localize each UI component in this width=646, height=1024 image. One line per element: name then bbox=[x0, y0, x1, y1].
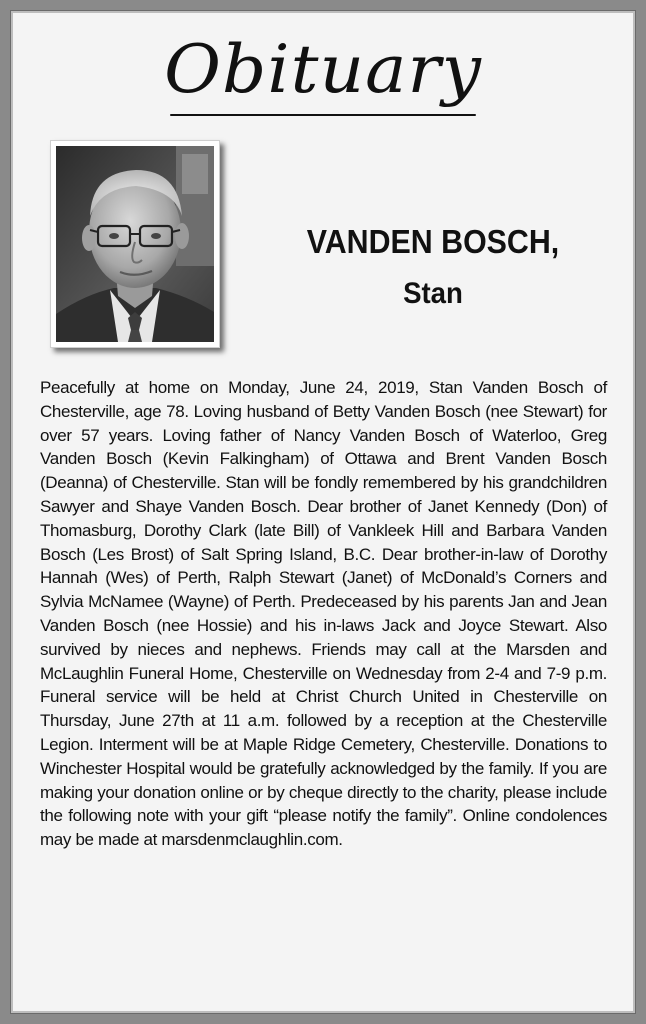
heading-underline bbox=[170, 114, 476, 116]
deceased-name-block bbox=[248, 222, 618, 314]
deceased-surname: VANDEN BOSCH, bbox=[306, 223, 560, 260]
deceased-given-name: Stan bbox=[403, 277, 463, 310]
portrait-frame bbox=[50, 140, 220, 348]
obituary-body-text: Peacefully at home on Monday, June 24, 2019, Stan Vanden Bosch of Chesterville, age 78. Loving husband of Betty Vanden Bosch (nee Stewart) for over 57 years. Loving father of Nancy Vanden Bosch of Waterloo, Greg Vanden Bosch (Kevin Falkingham) of Ottawa and Brent Vanden Bosch (Deanna) of Chesterville. Stan will be fondly remembered by his grandchildren Sawyer and Shaye Vanden Bosch. Dear brother of Janet Kennedy (Don) of Thomasburg, Dorothy Clark (late Bill) of Vankleek Hill and Barbara Vanden Bosch (Les Brost) of Salt Spring Island, B.C. Dear brother-in-law of Dorothy Hannah (Wes) of Perth, Ralph Stewart (Janet) of McDonald’s Corners and Sylvia McNamee (Wayne) of Perth. Predeceased by his parents Jan and Jean Vanden Bosch (nee Hossie) and his in-laws Jack and Joyce Stewart. Also survived by nieces and nephews. Friends may call at the Marsden and McLaughlin Funeral Home, Chesterville on Wednesday from 2-4 and 7-9 p.m. Funeral service will be held at Christ Church United in Chesterville on Thursday, June 27th at 11 a.m. followed by a reception at the Chesterville Legion. Interment will be at Maple Ridge Cemetery, Chesterville. Donations to Winchester Hospital would be gratefully acknowledged by the family. If you are making your donation online or by cheque directly to the charity, please include the following note with your gift “please notify the family”. Online condolences may be made at marsdenmclaughlin.com. bbox=[40, 378, 607, 850]
obituary-heading: Obituary bbox=[164, 31, 482, 108]
portrait-photo-icon bbox=[56, 146, 214, 342]
portrait-illustration bbox=[56, 146, 214, 342]
